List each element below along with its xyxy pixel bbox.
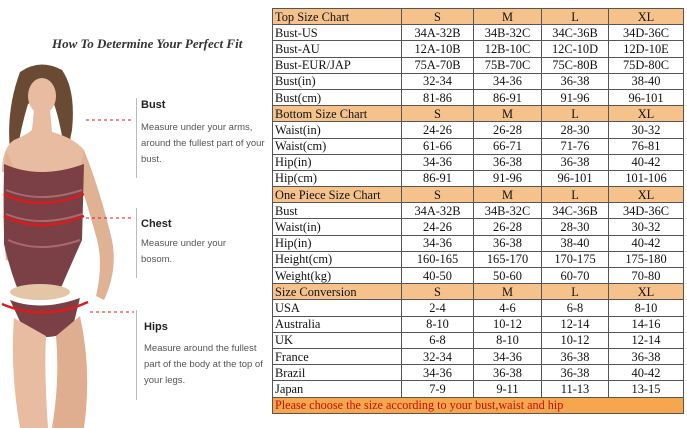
table-row <box>273 73 684 89</box>
section-header-row <box>273 106 684 122</box>
size-value-cell: 75A-70B <box>402 57 474 73</box>
size-header-cell: XL <box>609 187 684 203</box>
size-value-cell: 34-36 <box>402 235 474 251</box>
size-value-cell: 14-16 <box>609 316 684 332</box>
table-row <box>273 219 684 235</box>
size-value-cell: 34-36 <box>402 365 474 381</box>
row-label: Australia <box>273 316 402 332</box>
size-value-cell: 76-81 <box>609 138 684 154</box>
row-label: Waist(in) <box>273 219 402 235</box>
divider-line <box>136 98 137 178</box>
size-header-cell: L <box>542 9 609 25</box>
table-row <box>273 25 684 41</box>
size-value-cell: 38-40 <box>542 235 609 251</box>
size-value-cell: 11-13 <box>542 381 609 397</box>
row-label: France <box>273 348 402 364</box>
table-row <box>273 268 684 284</box>
size-value-cell: 24-26 <box>402 122 474 138</box>
size-value-cell: 6-8 <box>542 300 609 316</box>
size-value-cell: 40-42 <box>609 365 684 381</box>
row-label: Waist(cm) <box>273 138 402 154</box>
size-value-cell: 12-14 <box>609 332 684 348</box>
table-row <box>273 138 684 154</box>
row-label: USA <box>273 300 402 316</box>
size-value-cell: 91-96 <box>542 89 609 105</box>
table-row <box>273 381 684 397</box>
row-label: UK <box>273 332 402 348</box>
size-value-cell: 71-76 <box>542 138 609 154</box>
size-value-cell: 40-42 <box>609 235 684 251</box>
size-value-cell: 6-8 <box>402 332 474 348</box>
size-value-cell: 36-38 <box>474 235 542 251</box>
size-value-cell: 34A-32B <box>402 25 474 41</box>
row-label: Bust <box>273 203 402 219</box>
size-value-cell: 86-91 <box>402 170 474 186</box>
row-label: Bust-US <box>273 25 402 41</box>
size-value-cell: 34-36 <box>402 154 474 170</box>
size-value-cell: 96-101 <box>542 170 609 186</box>
size-value-cell: 66-71 <box>474 138 542 154</box>
size-value-cell: 40-50 <box>402 268 474 284</box>
size-value-cell: 34-36 <box>474 348 542 364</box>
bust-description: Measure under your arms, around the fullest part of your bust. <box>141 122 265 165</box>
row-label: Hip(cm) <box>273 170 402 186</box>
guide-title: How To Determine Your Perfect Fit <box>52 36 243 51</box>
size-header-cell: L <box>542 284 609 300</box>
size-value-cell: 36-38 <box>542 365 609 381</box>
size-value-cell: 30-32 <box>609 122 684 138</box>
size-value-cell: 36-38 <box>474 154 542 170</box>
section-header-row <box>273 284 684 300</box>
row-label: Height(cm) <box>273 251 402 267</box>
row-label: Hip(in) <box>273 235 402 251</box>
size-value-cell: 75D-80C <box>609 57 684 73</box>
size-value-cell: 28-30 <box>542 122 609 138</box>
row-label: Weight(kg) <box>273 268 402 284</box>
size-header-cell: M <box>474 187 542 203</box>
size-value-cell: 165-170 <box>474 251 542 267</box>
divider-line <box>136 310 137 400</box>
size-value-cell: 91-96 <box>474 170 542 186</box>
size-value-cell: 9-11 <box>474 381 542 397</box>
size-value-cell: 7-9 <box>402 381 474 397</box>
table-row <box>273 235 684 251</box>
table-row <box>273 316 684 332</box>
size-value-cell: 2-4 <box>402 300 474 316</box>
divider-line <box>136 208 137 278</box>
size-value-cell: 70-80 <box>609 268 684 284</box>
row-label: Bust-EUR/JAP <box>273 57 402 73</box>
size-value-cell: 10-12 <box>542 332 609 348</box>
size-value-cell: 34D-36C <box>609 25 684 41</box>
size-value-cell: 24-26 <box>402 219 474 235</box>
size-value-cell: 12A-10B <box>402 41 474 57</box>
size-value-cell: 30-32 <box>609 219 684 235</box>
size-value-cell: 101-106 <box>609 170 684 186</box>
size-value-cell: 12D-10E <box>609 41 684 57</box>
table-row <box>273 203 684 219</box>
size-header-cell: L <box>542 106 609 122</box>
section-title: Bottom Size Chart <box>273 106 402 122</box>
table-row <box>273 41 684 57</box>
size-value-cell: 12-14 <box>542 316 609 332</box>
table-row <box>273 57 684 73</box>
size-value-cell: 36-38 <box>542 73 609 89</box>
size-header-cell: XL <box>609 106 684 122</box>
chest-heading: Chest <box>141 218 172 230</box>
size-value-cell: 32-34 <box>402 73 474 89</box>
section-title: Top Size Chart <box>273 9 402 25</box>
size-header-cell: M <box>474 9 542 25</box>
table-row <box>273 251 684 267</box>
row-label: Brazil <box>273 365 402 381</box>
size-header-cell: M <box>474 284 542 300</box>
size-value-cell: 86-91 <box>474 89 542 105</box>
size-value-cell: 4-6 <box>474 300 542 316</box>
size-value-cell: 12B-10C <box>474 41 542 57</box>
size-value-cell: 40-42 <box>609 154 684 170</box>
size-value-cell: 34-36 <box>474 73 542 89</box>
size-header-cell: XL <box>609 284 684 300</box>
size-value-cell: 175-180 <box>609 251 684 267</box>
size-value-cell: 36-38 <box>474 365 542 381</box>
size-value-cell: 38-40 <box>609 73 684 89</box>
section-title: One Piece Size Chart <box>273 187 402 203</box>
row-label: Waist(in) <box>273 122 402 138</box>
size-chart-table <box>272 8 684 414</box>
chest-description: Measure under your bosom. <box>141 238 227 265</box>
table-row <box>273 89 684 105</box>
row-label: Japan <box>273 381 402 397</box>
model-illustration <box>0 0 140 428</box>
size-value-cell: 26-28 <box>474 122 542 138</box>
size-value-cell: 34C-36B <box>542 25 609 41</box>
size-value-cell: 10-12 <box>474 316 542 332</box>
size-advice-note: Please choose the size according to your bust,waist and hip <box>273 397 684 413</box>
size-value-cell: 8-10 <box>609 300 684 316</box>
size-value-cell: 81-86 <box>402 89 474 105</box>
table-row <box>273 348 684 364</box>
size-value-cell: 34C-36B <box>542 203 609 219</box>
size-header-cell: S <box>402 106 474 122</box>
size-value-cell: 13-15 <box>609 381 684 397</box>
size-header-cell: XL <box>609 9 684 25</box>
section-header-row <box>273 9 684 25</box>
size-header-cell: S <box>402 9 474 25</box>
size-value-cell: 60-70 <box>542 268 609 284</box>
size-value-cell: 61-66 <box>402 138 474 154</box>
model-figure <box>2 64 114 428</box>
size-value-cell: 36-38 <box>609 348 684 364</box>
size-value-cell: 32-34 <box>402 348 474 364</box>
size-value-cell: 96-101 <box>609 89 684 105</box>
size-value-cell: 36-38 <box>542 348 609 364</box>
bust-heading: Bust <box>141 99 166 111</box>
table-row <box>273 365 684 381</box>
size-value-cell: 34D-36C <box>609 203 684 219</box>
size-value-cell: 75B-70C <box>474 57 542 73</box>
measurement-guide <box>0 0 272 428</box>
table-row <box>273 170 684 186</box>
table-row <box>273 122 684 138</box>
size-value-cell: 36-38 <box>542 154 609 170</box>
row-label: Bust(cm) <box>273 89 402 105</box>
size-value-cell: 34A-32B <box>402 203 474 219</box>
footer-row <box>273 397 684 413</box>
size-value-cell: 12C-10D <box>542 41 609 57</box>
row-label: Bust-AU <box>273 41 402 57</box>
size-value-cell: 34B-32C <box>474 203 542 219</box>
size-value-cell: 28-30 <box>542 219 609 235</box>
table-row <box>273 332 684 348</box>
row-label: Bust(in) <box>273 73 402 89</box>
size-value-cell: 160-165 <box>402 251 474 267</box>
size-header-cell: L <box>542 187 609 203</box>
size-value-cell: 8-10 <box>474 332 542 348</box>
size-value-cell: 170-175 <box>542 251 609 267</box>
size-chart-body <box>273 9 684 414</box>
section-title: Size Conversion <box>273 284 402 300</box>
size-header-cell: M <box>474 106 542 122</box>
size-value-cell: 34B-32C <box>474 25 542 41</box>
size-value-cell: 26-28 <box>474 219 542 235</box>
row-label: Hip(in) <box>273 154 402 170</box>
hips-description: Measure around the fullest part of the body at the top of your legs. <box>144 343 263 386</box>
size-header-cell: S <box>402 284 474 300</box>
size-value-cell: 75C-80B <box>542 57 609 73</box>
hips-heading: Hips <box>144 321 168 333</box>
section-header-row <box>273 187 684 203</box>
table-row <box>273 154 684 170</box>
table-row <box>273 300 684 316</box>
size-value-cell: 50-60 <box>474 268 542 284</box>
size-header-cell: S <box>402 187 474 203</box>
size-value-cell: 8-10 <box>402 316 474 332</box>
